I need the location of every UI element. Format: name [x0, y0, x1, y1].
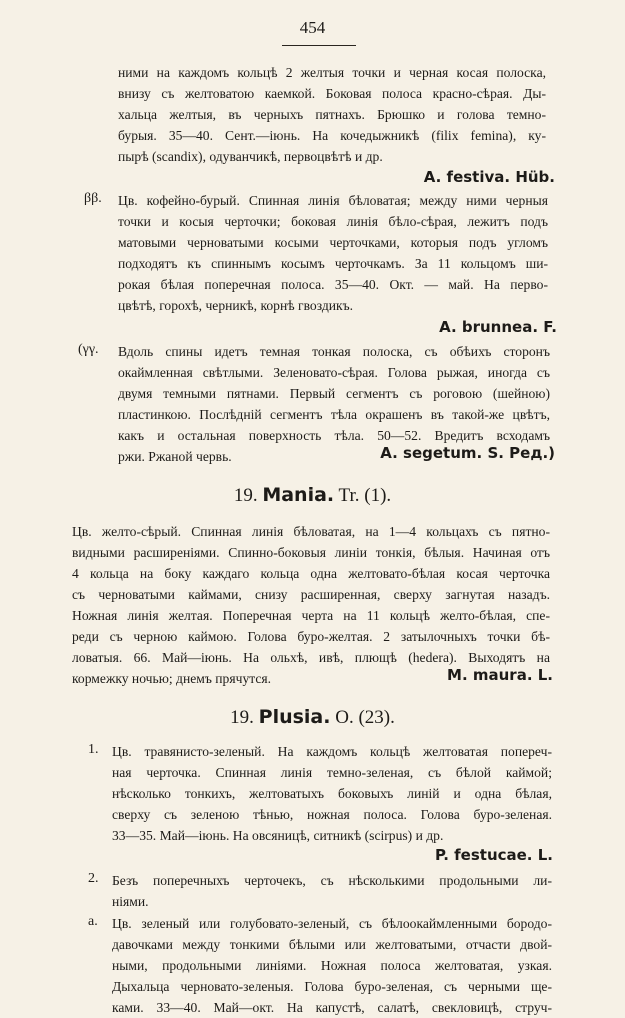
text-line: сверху съ зеленою тѣнью, ножная полоса. Голова буро-зеленая.	[112, 807, 552, 822]
genus-number: 19.	[230, 707, 254, 728]
text-line: ржи. Ржаной червь.	[118, 449, 232, 464]
paragraph-festiva	[118, 62, 546, 167]
genus-name: Mania.	[262, 484, 335, 506]
text-line: окаймленная свѣтлыми. Зеленовато-сѣрая. Голова рыжая, иногда съ	[118, 365, 550, 380]
text-line: какъ и остальная поверхность тѣла. 50—52. Вредитъ всходамъ	[118, 428, 550, 443]
text-line: видными расширеніями. Спинно-боковыя линіи тонкія, бѣлыя. Начиная отъ	[72, 545, 550, 560]
paragraph-festucae	[112, 741, 552, 846]
text-line: двумя темными пятнами. Первый сегментъ съ роговою (шейною)	[118, 386, 550, 401]
text-line: кормежку ночью; днемъ прячутся.	[72, 671, 272, 686]
text-line: рокая бѣлая поперечная полоса. 35—40. Окт. — май. На перво-	[118, 277, 548, 292]
text-line: ніями.	[112, 894, 149, 909]
paragraph-maura-last	[72, 668, 332, 689]
genus-heading-mania	[0, 484, 625, 507]
text-line: ними на каждомъ кольцѣ 2 желтыя точки и черная косая полоска,	[118, 65, 546, 80]
text-line: реди съ черною каймою. Голова буро-желтая. 2 затылочныхъ точки бѣ-	[72, 629, 550, 644]
text-line: съ черноватыми каймами, снизу расширенная, сверху загнутая назадъ.	[72, 587, 550, 602]
genus-author: O. (23).	[335, 707, 395, 728]
text-line: 33—35. Май—іюнь. На овсяницѣ, ситникѣ (scirpus) и др.	[112, 828, 444, 843]
species-name-festucae: P. festucae. L.	[434, 846, 553, 864]
text-line: бурыя. 35—40. Сент.—іюнь. На кочедыжникѣ (filix femina), ку-	[118, 128, 546, 143]
species-name-brunnea: A. brunnea. F.	[439, 318, 557, 336]
paragraph-segetum	[118, 341, 550, 446]
genus-name: Plusia.	[258, 706, 331, 728]
text-line: давочками между тонкими бѣлыми или желтоватыми, отчасти двой-	[112, 937, 552, 952]
paragraph-no-lines	[112, 870, 552, 912]
paragraph-brunnea	[118, 190, 548, 316]
text-line: пырѣ (scandix), одуванчикѣ, первоцвѣтѣ и др.	[118, 149, 383, 164]
text-line: ловатыя. 66. Май—іюнь. На ольхѣ, ивѣ, плющѣ (hedera). Выходятъ на	[72, 650, 550, 665]
paragraph-green	[112, 913, 552, 1015]
paragraph-maura	[72, 521, 550, 668]
text-line: 4 кольца на боку каждаго кольца одна желтовато-бѣлая косая черточка	[72, 566, 550, 581]
text-line: точки и косыя черточки; боковая линія бѣло-сѣрая, лежитъ подъ	[118, 214, 548, 229]
species-name-festiva: A. festiva. Hüb.	[423, 168, 555, 186]
list-marker: (γγ.	[78, 342, 99, 357]
list-marker: 1.	[88, 742, 99, 757]
text-line: Цв. зеленый или голубовато-зеленый, съ бѣлоокаймленными бородо-	[112, 916, 552, 931]
text-line: Цв. кофейно-бурый. Спинная линія бѣловатая; между ними черныя	[118, 193, 548, 208]
list-marker: a.	[88, 914, 98, 929]
text-line: матовыми черноватыми косыми черточками, которыя подъ угломъ	[118, 235, 548, 250]
species-name-maura: M. maura. L.	[447, 666, 553, 684]
text-line: Безъ поперечныхъ черточекъ, съ нѣсколькими продольными ли-	[112, 873, 552, 888]
text-line: нѣсколько тонкихъ, желтоватыхъ боковыхъ линій и одна бѣлая,	[112, 786, 552, 801]
genus-heading-plusia	[0, 706, 625, 729]
text-line: Цв. желто-сѣрый. Спинная линія бѣловатая, на 1—4 кольцахъ съ пятно-	[72, 524, 550, 539]
paragraph-segetum-last	[118, 446, 318, 467]
list-marker: ββ.	[84, 191, 102, 206]
text-line: Цв. травянисто-зеленый. На каждомъ кольцѣ желтоватая попереч-	[112, 744, 552, 759]
text-line: Дыхальца черновато-зеленыя. Голова буро-зеленая, съ черными ще-	[112, 979, 552, 994]
text-line: цвѣтѣ, горохѣ, черникѣ, корнѣ гвоздикъ.	[118, 298, 354, 313]
page-number: 454	[299, 18, 326, 37]
page-number-rule	[282, 45, 356, 46]
text-line: ными, продольными линіями. Ножная полоса желтоватая, узкая.	[112, 958, 552, 973]
genus-number: 19.	[233, 485, 258, 506]
text-line: ками. 33—40. Май—окт. На капустѣ, салатѣ, свекловицѣ, струч-	[112, 1000, 552, 1015]
text-line: пластинкою. Послѣдній сегментъ тѣла окрашенъ въ такой-же цвѣтъ,	[118, 407, 550, 422]
text-line: подходятъ къ спиннымъ косымъ черточкамъ. За 11 кольцомъ ши-	[118, 256, 548, 271]
species-name-segetum: A. segetum. S. Ред.)	[380, 444, 555, 462]
text-line: Вдоль спины идетъ темная тонкая полоска, съ обѣихъ сторонъ	[118, 344, 550, 359]
text-line: внизу съ желтоватою каемкой. Боковая полоса красно-сѣрая. Ды-	[118, 86, 546, 101]
list-marker: 2.	[88, 871, 99, 886]
genus-author: Tr. (1).	[338, 485, 392, 506]
text-line: Ножная линія желтая. Поперечная черта на 11 кольцѣ желто-бѣлая, спе-	[72, 608, 550, 623]
text-line: хальца желтыя, въ черныхъ пятнахъ. Брюшко и голова темно-	[118, 107, 546, 122]
text-line: ная черточка. Спинная линія темно-зеленая, съ бѣлой каймой;	[112, 765, 552, 780]
